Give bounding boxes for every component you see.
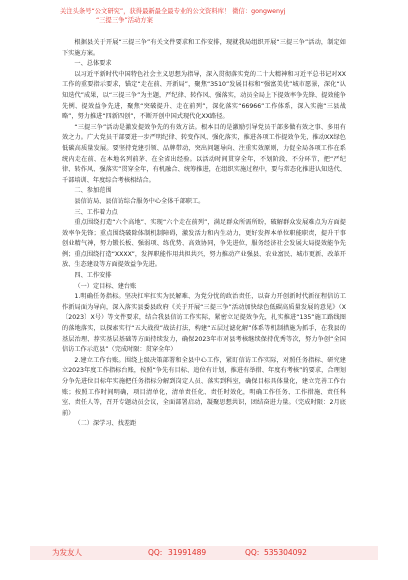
body-paragraph: 重点围绕打造“六个高地”、实现“六个走在前列”，满足群众所需所盼，破解群众发展难点为方面提效率争先锋；重点围绕破除体制机制障碍，激发活力和内生动力，更好发挥本单位职能职责，提升干事创业精气神，努力锻长板、强弱项、练优势、高效协同，争先进位，服务经济社会发展大局提效能争先例；重点围绕打造“XXXX”，发挥职能作用共担共兴，努力推动产业强县、农业富民、城市更新、改革开放、生态建设等方面提效益争先进。: [62, 219, 346, 269]
section-heading: （二）深学习、找差距: [74, 420, 137, 428]
promo-banner: [60, 7, 345, 29]
body-paragraph: 根据县关于开展“三提三争”有关文件要求和工作安排，现就我局组织开展“三提三争”活动，制定如下实施方案。: [62, 39, 346, 57]
body-paragraph: 以习近平新时代中国特色社会主义思想为指导，深入贯彻落实党的二十大精神和习近平总书记对XX工作的重要指示要求，锚定“走在前、开新局”，聚焦“3510”发展目标和“强富美优”城市愿景，深化“认知迭代”成果，以“三提三争”为主题，严纪律、转作风、强落实，动员全局上下提效率争先锋、提效能争先例、提效益争先进，聚焦“突破提升、走在前列”，深化落实“66966”工作体系，深入实施“三县战略”，努力推进“四新四创”，不断开创中国式现代化XX路径。: [62, 70, 346, 121]
section-heading: 四、工作安排: [74, 272, 112, 280]
footer-qq1-label: QQ:: [148, 548, 163, 557]
footer-qq2: 535304092: [264, 548, 307, 557]
footer-qq2-label: QQ:: [245, 548, 260, 557]
footer: [0, 540, 408, 564]
footer-tag: 为发友人: [52, 548, 82, 557]
section-heading: 一、总体要求: [74, 60, 112, 68]
body-paragraph: 2.建立工作台账。围绕上级决策部署和全县中心工作，紧盯信访工作实际，对照任务指标、研究建立2023年度工作指标台账，按照“争先有目标、追位有计划，推进有举措、年度有考核”的要求，合理划分争先进位目标年实施把任务指标分解到岗定人员、落实到科室，确保目标具体量化，建立完善工作台账；按照工作时间明确，项目清单化，清单责任化、责任时效化，明确工作任务、工作措施、责任科室、责任人等，召开专题动员会议，全面部署启动，凝聚思想共识，团结奋进力量。（完成时限：2月底前）: [62, 356, 346, 417]
section-heading: 三、工作着力点: [74, 208, 118, 216]
section-heading: 二、参加范围: [74, 187, 112, 195]
promo-banner-line1: 关注头条号“公文研究”，获得最新最全最专业的公文资料库！ 微信：gongwenyj: [60, 8, 286, 15]
body-paragraph: 县信访局、县信访综合服务中心全体千部职工。: [74, 197, 205, 205]
section-heading: （一）定目标、建台账: [74, 282, 137, 290]
promo-banner-line2: “三提三争”活动方案: [96, 17, 153, 24]
footer-qq1: 31991489: [168, 548, 207, 557]
body-paragraph: 1.明确任务指标。坚决扛牢扛实为民解难、为党分忧的政治责任，以奋力开创新时代新征程信访工作新局面为导向，深入落实县委县政府《关于开展“三提三争”活动加快绿色低碳高质量发展的意见》（X〔2023〕X号）等文件要求，结合我县信访工作实际，紧密立足提效争先，扎实推进“135”施工路线图的落地落实，以探索实行“五大战役”战法打法，构建“五层过滤化解”体系等机制措施为抓手，在我县的基层治理、荐实基层基础等方面持续发力，确保2023年市对县考核继续保持优秀等次，努力争创“全国信访工作示范县”（完成时限：贯穿全年）: [62, 293, 346, 354]
document-body: [62, 38, 346, 430]
body-paragraph: “三提三争”活动是激发提效争先的有效方法。根本目的是激励引导党员干部多做有效之事、多用有效之力。广大党员干部要进一步严明纪律、转变作风、强化落实，推进各项工作提效争先，推动XX绿色低碳高质量发展。要坚持党建引领、品牌带动，突出问题导向、注重实效原则，力促全局各项工作在系统内走在前、在本地名列前茅、在全省出经验。以活动时间贯穿全年，不划阶段、不分环节，把“严纪律、转作风、强落实”贯穿全年，有机融合、统筹推进，在组织实施过程中，要与常态化推进认知迭代、千部培训、年度综合考核相结合。: [62, 123, 346, 184]
